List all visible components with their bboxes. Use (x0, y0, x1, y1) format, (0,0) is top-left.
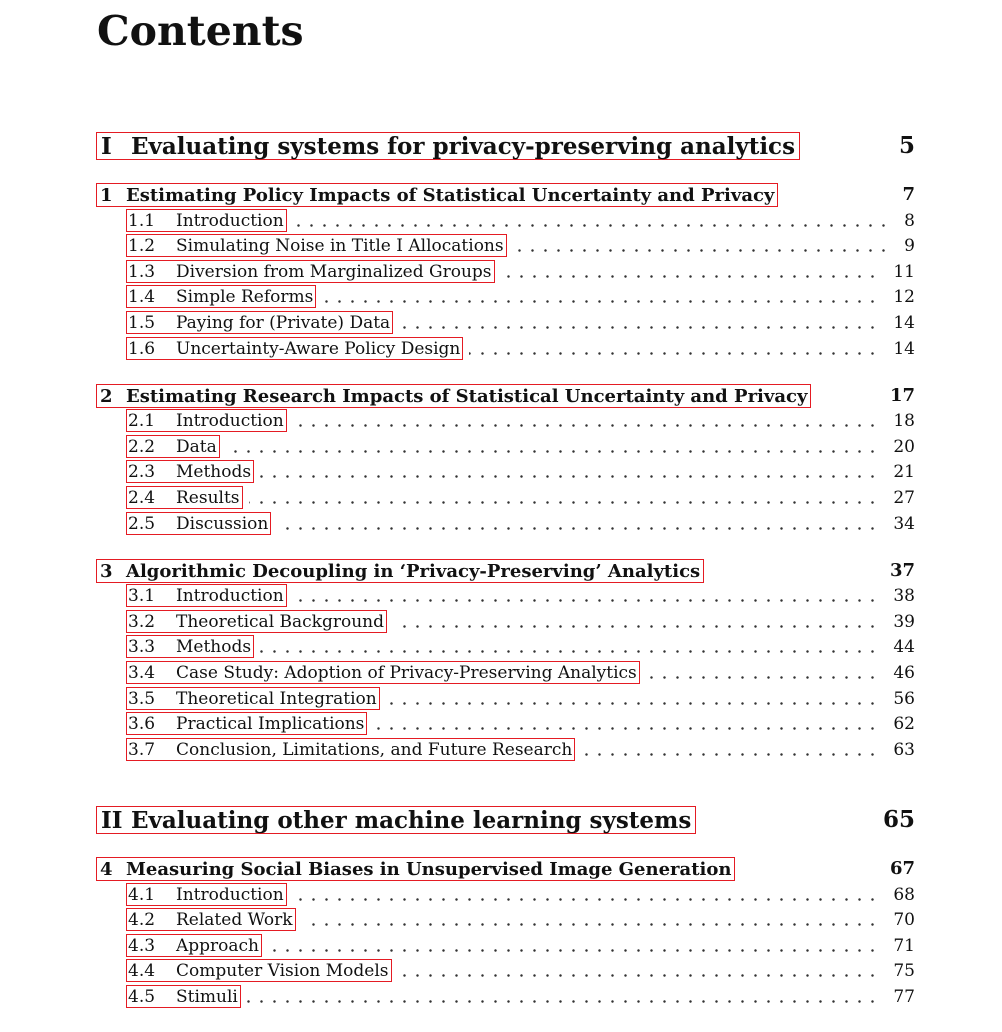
section-number: 3.4 (128, 662, 156, 683)
section-number: 2.1 (128, 410, 156, 431)
section-title: Conclusion, Limitations, and Future Research (176, 739, 573, 760)
section-number: 4.5 (128, 986, 156, 1007)
toc-link[interactable] (126, 234, 507, 257)
section-title: Results (176, 487, 240, 508)
chapter-title: Algorithmic Decoupling in ‘Privacy-Preserving’ Analytics (126, 560, 701, 582)
page-number: 34 (893, 514, 915, 534)
page-number: 62 (893, 714, 915, 734)
page-number: 46 (893, 663, 915, 683)
toc-section-row (0, 337, 1002, 363)
section-title: Diversion from Marginalized Groups (176, 261, 492, 282)
toc-section-row (0, 584, 1002, 610)
toc-section-row (0, 635, 1002, 661)
page-number: 65 (882, 806, 915, 833)
section-title: Introduction (176, 210, 284, 231)
section-number: 1.4 (128, 286, 156, 307)
section-number: 4.2 (128, 909, 156, 930)
toc-section-row (0, 985, 1002, 1011)
toc-link[interactable] (126, 435, 220, 458)
toc-link[interactable] (126, 934, 262, 957)
toc-link[interactable] (96, 384, 811, 408)
toc-link[interactable] (96, 183, 778, 207)
section-title: Introduction (176, 585, 284, 606)
section-title: Computer Vision Models (176, 960, 389, 981)
page-number: 67 (889, 858, 915, 879)
page-number: 44 (893, 637, 915, 657)
page-number: 37 (889, 560, 915, 581)
page-number: 12 (893, 287, 915, 307)
toc-chapter-row (0, 384, 1002, 410)
dot-leader (247, 985, 879, 1009)
toc-section-row (0, 311, 1002, 337)
page-number: 7 (902, 184, 915, 205)
part-title: Evaluating other machine learning systems (131, 806, 692, 834)
toc-section-row (0, 512, 1002, 538)
toc-link[interactable] (126, 908, 296, 931)
dot-leader (398, 959, 879, 983)
section-number: 1.6 (128, 338, 156, 359)
section-title: Theoretical Integration (176, 688, 377, 709)
toc-link[interactable] (126, 486, 243, 509)
page-number: 11 (893, 262, 915, 282)
page-number: 14 (893, 339, 915, 359)
section-number: 3.6 (128, 713, 156, 734)
section-title: Data (176, 436, 217, 457)
toc-section-row (0, 959, 1002, 985)
page-number: 18 (893, 411, 915, 431)
toc-link[interactable] (126, 311, 393, 334)
toc-chapter-row (0, 857, 1002, 883)
section-title: Methods (176, 636, 252, 657)
page-number: 8 (904, 211, 915, 231)
section-number: 3.2 (128, 611, 156, 632)
toc-link[interactable] (126, 712, 367, 735)
section-title: Approach (176, 935, 260, 956)
section-title: Introduction (176, 410, 284, 431)
section-number: 3.5 (128, 688, 156, 709)
section-number: 2.2 (128, 436, 156, 457)
section-title: Theoretical Background (176, 611, 385, 632)
toc-section-row (0, 738, 1002, 764)
toc-link[interactable] (126, 584, 287, 607)
section-title: Practical Implications (176, 713, 365, 734)
toc-link[interactable] (126, 661, 640, 684)
dot-leader (249, 486, 879, 510)
dot-leader (268, 934, 879, 958)
toc-link[interactable] (126, 260, 495, 283)
toc-link[interactable] (126, 460, 254, 483)
chapter-title: Estimating Research Impacts of Statistical Uncertainty and Privacy (126, 385, 808, 407)
page-number: 5 (898, 132, 915, 159)
dot-leader (322, 285, 879, 309)
section-title: Stimuli (176, 986, 238, 1007)
dot-leader (386, 687, 879, 711)
toc-section-row (0, 209, 1002, 235)
section-number: 4.1 (128, 884, 156, 905)
dot-leader (469, 337, 879, 361)
toc-chapter-row (0, 559, 1002, 585)
toc-section-row (0, 934, 1002, 960)
page-number: 14 (893, 313, 915, 333)
toc-section-row (0, 486, 1002, 512)
page-number: 71 (893, 936, 915, 956)
toc-section-row (0, 409, 1002, 435)
page-number: 56 (893, 689, 915, 709)
section-number: 1.3 (128, 261, 156, 282)
page-number: 68 (893, 885, 915, 905)
dot-leader (302, 908, 879, 932)
page-number: 27 (893, 488, 915, 508)
toc-section-row (0, 435, 1002, 461)
section-number: 3.3 (128, 636, 156, 657)
toc-chapter-row (0, 183, 1002, 209)
page-number: 39 (893, 612, 915, 632)
dot-leader (293, 584, 879, 608)
toc-section-row (0, 285, 1002, 311)
dot-leader (226, 435, 879, 459)
section-number: 4.3 (128, 935, 156, 956)
section-title: Case Study: Adoption of Privacy-Preserving Analytics (176, 662, 637, 683)
toc-section-row (0, 260, 1002, 286)
section-title: Simulating Noise in Title I Allocations (176, 235, 504, 256)
toc-link[interactable] (126, 738, 575, 761)
section-number: 3.1 (128, 585, 156, 606)
toc-link[interactable] (126, 610, 387, 633)
part-number: II (101, 806, 123, 834)
toc-section-row (0, 908, 1002, 934)
toc-link[interactable] (126, 409, 287, 432)
dot-leader (293, 409, 879, 433)
section-title: Simple Reforms (176, 286, 314, 307)
toc-section-row (0, 661, 1002, 687)
dot-leader (581, 738, 879, 762)
dot-leader (293, 883, 879, 907)
toc-part-row (0, 134, 1002, 160)
section-title: Paying for (Private) Data (176, 312, 391, 333)
section-title: Introduction (176, 884, 284, 905)
page-title: Contents (97, 7, 304, 55)
section-number: 1.1 (128, 210, 156, 231)
page-number: 9 (904, 236, 915, 256)
page-number: 70 (893, 910, 915, 930)
chapter-number: 3 (100, 560, 113, 582)
toc-section-row (0, 687, 1002, 713)
toc-link[interactable] (126, 635, 254, 658)
toc-link[interactable] (126, 512, 271, 535)
dot-leader (373, 712, 879, 736)
toc-link[interactable] (126, 687, 380, 710)
toc-part-row (0, 808, 1002, 834)
dot-leader (393, 610, 879, 634)
toc-link[interactable] (126, 985, 241, 1008)
section-number: 2.5 (128, 513, 156, 534)
page-number: 77 (893, 987, 915, 1007)
toc-section-row (0, 610, 1002, 636)
dot-leader (293, 209, 890, 233)
chapter-number: 2 (100, 385, 113, 407)
page-number: 17 (889, 385, 915, 406)
dot-leader (501, 260, 879, 284)
section-title: Related Work (176, 909, 293, 930)
dot-leader (513, 234, 890, 258)
chapter-number: 4 (100, 858, 113, 880)
page-number: 21 (893, 462, 915, 482)
page-number: 38 (893, 586, 915, 606)
section-number: 3.7 (128, 739, 156, 760)
section-number: 1.5 (128, 312, 156, 333)
page-number: 75 (893, 961, 915, 981)
toc-link[interactable] (96, 559, 704, 583)
dot-leader (260, 635, 879, 659)
section-number: 4.4 (128, 960, 156, 981)
toc-link[interactable] (126, 959, 392, 982)
toc-section-row (0, 234, 1002, 260)
toc-link[interactable] (96, 857, 735, 881)
chapter-title: Measuring Social Biases in Unsupervised Image Generation (126, 858, 732, 880)
section-number: 1.2 (128, 235, 156, 256)
toc-section-row (0, 460, 1002, 486)
toc-section-row (0, 712, 1002, 738)
toc-section-row (0, 883, 1002, 909)
toc-link[interactable] (126, 337, 463, 360)
dot-leader (399, 311, 879, 335)
toc-link[interactable] (96, 806, 696, 834)
part-number: I (101, 132, 112, 160)
toc-link[interactable] (96, 132, 800, 160)
section-number: 2.3 (128, 461, 156, 482)
toc-link[interactable] (126, 285, 316, 308)
chapter-number: 1 (100, 184, 113, 206)
page-number: 63 (893, 740, 915, 760)
toc-link[interactable] (126, 209, 287, 232)
section-title: Uncertainty-Aware Policy Design (176, 338, 461, 359)
section-number: 2.4 (128, 487, 156, 508)
section-title: Discussion (176, 513, 269, 534)
section-title: Methods (176, 461, 252, 482)
dot-leader (277, 512, 879, 536)
dot-leader (646, 661, 879, 685)
dot-leader (260, 460, 879, 484)
part-title: Evaluating systems for privacy-preserving analytics (131, 132, 796, 160)
chapter-title: Estimating Policy Impacts of Statistical Uncertainty and Privacy (126, 184, 775, 206)
toc-link[interactable] (126, 883, 287, 906)
page-number: 20 (893, 437, 915, 457)
